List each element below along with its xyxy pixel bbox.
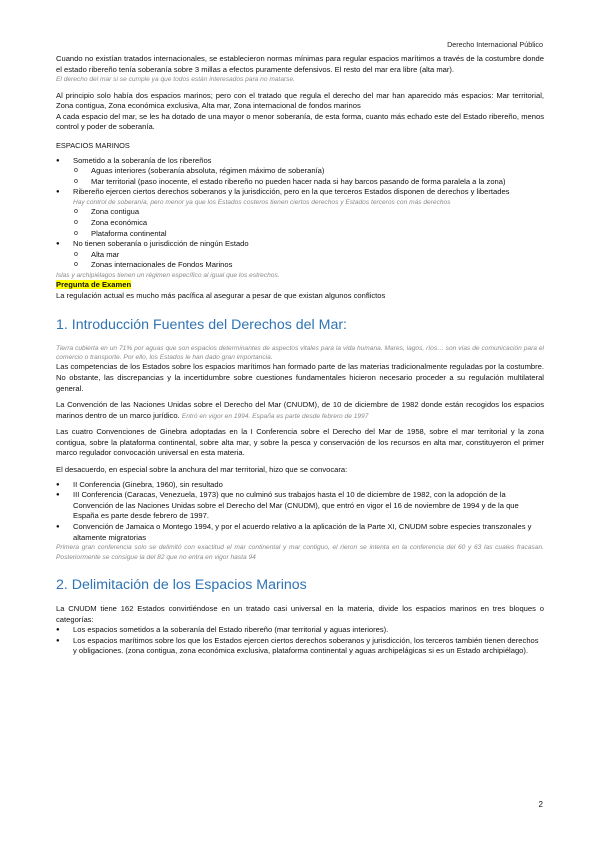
espacios-sub-item: o Zonas internacionales de Fondos Marinos — [56, 260, 544, 271]
section-1-paragraph-1: Las competencias de los Estados sobre los espacios marítimos han formado parte de las materias tradicionalmente reguladas por la costumbre. No obstante, las discrepancias y la incertidumbre sobre cuestiones fundamentales hicieron necesario proceder a su regulación multilateral general. — [56, 362, 544, 393]
bloque-item: ● Los espacios marítimos sobre los que los Estados ejercen ciertos derechos soberanos y jurisdicción, los terceros también tienen derechos y obligaciones. (zona contigua, zona económica exclusiva, plataforma continental y aguas archipelágicas si es un Estado archipiélago). — [56, 636, 544, 657]
cnudm-text: La Convención de las Naciones Unidas sobre el Derecho del Mar (CNUDM), de 10 de diciembre de 1982 donde están recogidos los espacios marinos dentro de un marco jurídico. — [56, 400, 544, 420]
exam-text: La regulación actual es mucho más pacífica al asegurar a pesar de que existan algunos conflictos — [56, 290, 386, 300]
section-1-paragraph-3: Las cuatro Convenciones de Ginebra adoptadas en la I Conferencia sobre el Derecho del Mar de 1958, sobre el mar territorial y la zona contigua, sobre la plataforma continental, sobre alta mar, y sobre la pesca y conservación de los recursos en alta mar, constituyeron el primer marco regulador convocación universal en esta materia. — [56, 427, 544, 458]
espacios-sub-item: o Alta mar — [56, 250, 544, 261]
espacios-list — [56, 156, 544, 198]
section-1-paragraph-4: El desacuerdo, en especial sobre la anchura del mar territorial, hizo que se convocara: — [56, 465, 348, 475]
intro-note: El derecho del mar si se cumple ya que todos están interesados para no matarse. — [56, 76, 295, 84]
intro-paragraph-3: A cada espacio del mar, se les ha dotado de una mayor o menor soberanía, de esta forma, cuanto más echado este del Estado ribereño, menos control y poder de soberanía. — [56, 111, 544, 132]
section-2-paragraph-1: La CNUDM tiene 162 Estados convirtiéndose en un tratado casi universal en la materia, divide los espacios marinos en tres bloques o categorías: — [56, 604, 544, 624]
espacios-bullet-3: ● No tienen soberanía o jurisdicción de ningún Estado — [56, 239, 544, 250]
espacios-bullet-1: ● Sometido a la soberanía de los ribereños — [56, 156, 544, 167]
espacios-sub-item: o Plataforma continental — [56, 229, 544, 240]
espacios-sub-item: o Aguas interiores (soberanía absoluta, régimen máximo de soberanía) — [56, 166, 544, 177]
bloques-list — [56, 625, 544, 657]
section-1-heading: 1. Introducción Fuentes del Derechos del Mar: — [56, 316, 347, 333]
conferencia-item: ● II Conferencia (Ginebra, 1960), sin resultado — [56, 480, 544, 491]
section-1-paragraph-2 — [56, 400, 544, 421]
islas-note: Islas y archipiélagos tienen un régimen específico al igual que los estrechos. — [56, 271, 280, 279]
section-2-heading: 2. Delimitación de los Espacios Marinos — [56, 577, 307, 594]
page-number: 2 — [538, 800, 543, 809]
conferencia-item: ● Convención de Jamaica o Montego 1994, y por el acuerdo relativo a la aplicación de la Parte XI, CNUDM sobre especies transzonales y altamente migratorias — [56, 522, 544, 543]
page-content — [56, 54, 544, 657]
section-1-note-2: Primera gran conferencia solo se delimitó con exactitud el mar continental y mar contiguo, el rieron se intenta en la conferencia del 60 y 63 las cuales fracasan. Posteriormente se consigue la del 82 que no entra en vigor hasta 94 — [56, 544, 544, 561]
cnudm-note: Entró en vigor en 1994. España es parte desde febrero de 1997 — [181, 412, 369, 420]
espacios-sub-item: o Mar territorial (paso inocente, el estado ribereño no pueden hacer nada si hay barcos pasando de forma paralela a la zona) — [56, 177, 544, 188]
conferencia-item: ● III Conferencia (Caracas, Venezuela, 1973) que no culminó sus trabajos hasta el 10 de diciembre de 1982, con la adopción de la Convención de las Naciones Unidas sobre el Derecho del Mar (CNUDM), que entró en vigor el 16 de noviembre de 1994 y de la que España es parte desde febrero de 1997. — [56, 490, 544, 522]
espacios-sub-item: o Zona contigua — [56, 207, 544, 218]
espacios-note: Hay control de soberanía, pero menor ya que los Estados costeros tienen ciertos derechos y Estados terceros con más derechos — [73, 198, 451, 206]
bloque-item: ● Los espacios sometidos a la soberanía del Estado ribereño (mar territorial y aguas interiores). — [56, 625, 544, 636]
espacios-sub-item: o Zona económica — [56, 218, 544, 229]
conferencias-list — [56, 480, 544, 544]
section-1-note: Tierra cubierta en un 71% por aguas que son espacios determinantes de aspectos vitales para la vida humana. Mares, lagos, ríos… son vías de comunicación para el comercio o transporte. Por ello, los Estados le han dado gran importancia. — [56, 344, 544, 361]
running-header: Derecho Internacional Público — [447, 40, 543, 49]
exam-highlight: Pregunta de Examen — [56, 280, 132, 290]
intro-paragraph-1: Cuando no existían tratados internacionales, se establecieron normas mínimas para regular espacios marítimos a través de la costumbre donde el estado ribereño tenía soberanía sobre 3 millas a efectos puramente defensivos. El resto del mar era libre (alta mar). — [56, 54, 544, 74]
espacios-heading: ESPACIOS MARINOS — [56, 140, 130, 150]
espacios-bullet-2: ● Ribereño ejercen ciertos derechos soberanos y la jurisdicción, pero en la que terceros Estados disponen de derechos y libertades — [56, 187, 544, 198]
intro-paragraph-2: Al principio solo había dos espacios marinos; pero con el tratado que regula el derecho del mar han aparecido más espacios: Mar territorial, Zona contigua, Zona económica exclusiva, Alta mar, Zona internacional de fondos marinos — [56, 90, 544, 111]
espacios-list-cont — [56, 207, 544, 271]
